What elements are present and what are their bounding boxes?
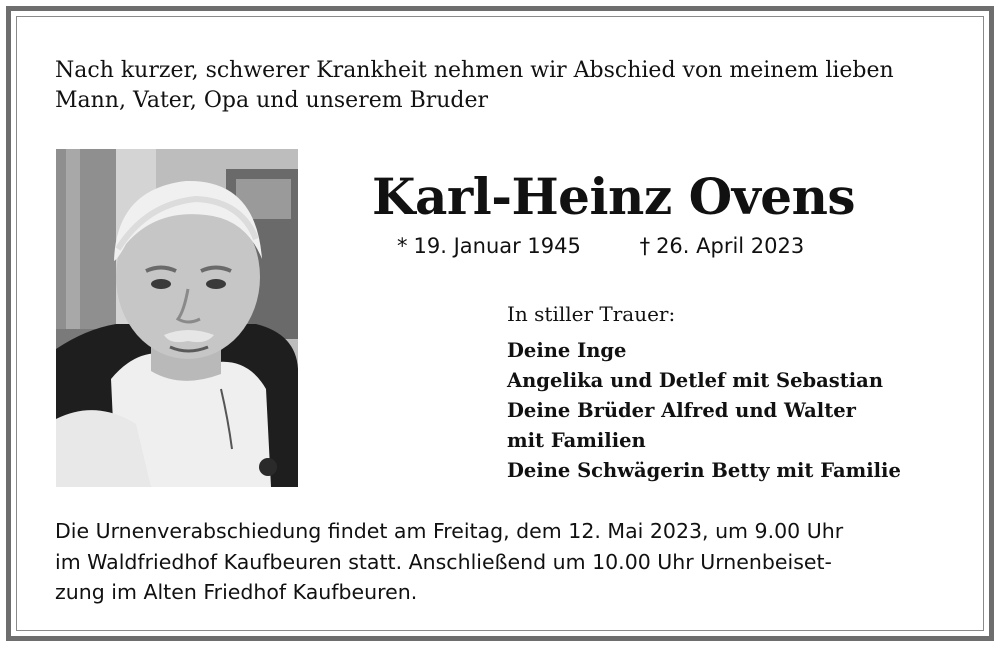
mourner-line: Deine Brüder Alfred und Walter [507, 399, 856, 422]
birth-date: 19. Januar 1945 [413, 234, 581, 258]
dagger-icon: † [639, 234, 651, 258]
deceased-name: Karl-Heinz Ovens [372, 167, 856, 226]
funeral-line: Die Urnenverabschiedung findet am Freitag, dem 12. Mai 2023, um 9.00 Uhr [55, 519, 844, 543]
mourner-line: Deine Inge [507, 339, 627, 362]
life-dates [397, 231, 804, 261]
intro-line: Nach kurzer, schwerer Krankheit nehmen wir Abschied von meinem lieben [55, 58, 894, 83]
portrait-photo [56, 149, 298, 487]
funeral-line: zung im Alten Friedhof Kaufbeuren. [55, 580, 418, 604]
mourner-line: Angelika und Detlef mit Sebastian [507, 369, 883, 392]
intro-line: Mann, Vater, Opa und unserem Bruder [55, 88, 489, 113]
mourner-line: mit Familien [507, 429, 646, 452]
mourners-list [507, 336, 901, 486]
birth-symbol: * [397, 234, 408, 258]
funeral-line: im Waldfriedhof Kaufbeuren statt. Anschließend um 10.00 Uhr Urnenbeiset- [55, 549, 832, 574]
death-date-group [640, 231, 805, 261]
funeral-notice [55, 516, 965, 608]
portrait-photo-icon [56, 149, 298, 487]
death-date: 26. April 2023 [656, 234, 805, 258]
mourning-label: In stiller Trauer: [507, 302, 676, 326]
birth-date-group [397, 231, 581, 261]
intro-text [55, 56, 955, 116]
mourner-line: Deine Schwägerin Betty mit Familie [507, 459, 901, 482]
